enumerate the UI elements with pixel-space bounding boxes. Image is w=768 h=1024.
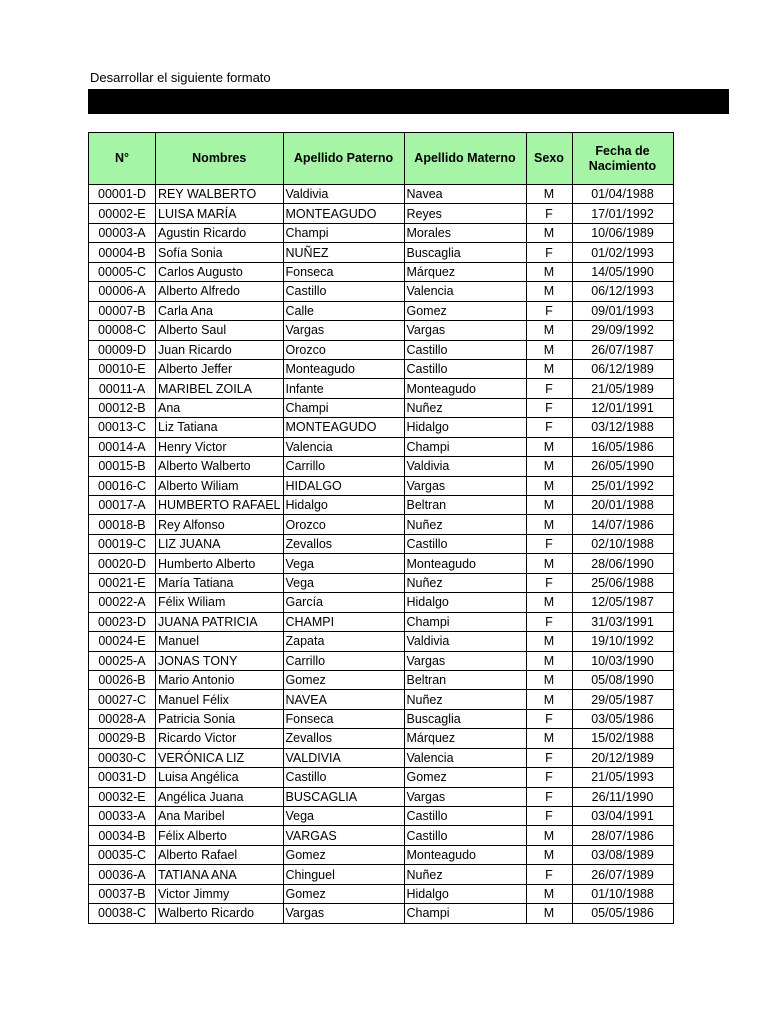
cell-apellido-materno: Vargas <box>404 651 526 670</box>
table-row <box>89 573 674 592</box>
cell-numero: 00036-A <box>89 865 156 884</box>
table-row <box>89 204 674 223</box>
cell-nombres: Manuel <box>156 632 284 651</box>
cell-nombres: Humberto Alberto <box>156 554 284 573</box>
cell-numero: 00023-D <box>89 612 156 631</box>
cell-sexo: M <box>526 262 572 281</box>
cell-fecha-nacimiento: 05/08/1990 <box>572 670 673 689</box>
cell-sexo: M <box>526 826 572 845</box>
table-row <box>89 593 674 612</box>
cell-numero: 00009-D <box>89 340 156 359</box>
cell-apellido-materno: Castillo <box>404 534 526 553</box>
cell-sexo: M <box>526 904 572 923</box>
cell-apellido-materno: Márquez <box>404 729 526 748</box>
cell-fecha-nacimiento: 14/05/1990 <box>572 262 673 281</box>
cell-apellido-paterno: García <box>283 593 404 612</box>
cell-fecha-nacimiento: 21/05/1993 <box>572 768 673 787</box>
cell-apellido-paterno: Champi <box>283 223 404 242</box>
cell-fecha-nacimiento: 06/12/1993 <box>572 282 673 301</box>
cell-numero: 00006-A <box>89 282 156 301</box>
cell-apellido-materno: Buscaglia <box>404 709 526 728</box>
cell-numero: 00022-A <box>89 593 156 612</box>
cell-apellido-paterno: Vega <box>283 573 404 592</box>
cell-nombres: Walberto Ricardo <box>156 904 284 923</box>
cell-sexo: M <box>526 437 572 456</box>
cell-numero: 00019-C <box>89 534 156 553</box>
cell-sexo: F <box>526 865 572 884</box>
cell-numero: 00004-B <box>89 243 156 262</box>
cell-fecha-nacimiento: 16/05/1986 <box>572 437 673 456</box>
col-header-nombres: Nombres <box>156 133 284 185</box>
cell-numero: 00035-C <box>89 845 156 864</box>
cell-fecha-nacimiento: 10/06/1989 <box>572 223 673 242</box>
cell-nombres: Ana <box>156 398 284 417</box>
cell-nombres: Ricardo Victor <box>156 729 284 748</box>
cell-fecha-nacimiento: 28/06/1990 <box>572 554 673 573</box>
cell-apellido-paterno: MONTEAGUDO <box>283 204 404 223</box>
cell-numero: 00026-B <box>89 670 156 689</box>
cell-nombres: Alberto Wiliam <box>156 476 284 495</box>
cell-fecha-nacimiento: 19/10/1992 <box>572 632 673 651</box>
cell-nombres: VERÓNICA LIZ <box>156 748 284 767</box>
cell-apellido-paterno: Carrillo <box>283 651 404 670</box>
table-row <box>89 223 674 242</box>
cell-apellido-materno: Castillo <box>404 359 526 378</box>
table-row <box>89 301 674 320</box>
cell-numero: 00015-B <box>89 457 156 476</box>
table-row <box>89 904 674 923</box>
cell-numero: 00037-B <box>89 884 156 903</box>
cell-apellido-materno: Monteagudo <box>404 554 526 573</box>
cell-apellido-paterno: Zevallos <box>283 729 404 748</box>
cell-numero: 00010-E <box>89 359 156 378</box>
cell-apellido-materno: Beltran <box>404 496 526 515</box>
cell-nombres: Luisa Angélica <box>156 768 284 787</box>
cell-apellido-materno: Márquez <box>404 262 526 281</box>
table-body <box>89 185 674 924</box>
cell-nombres: Alberto Rafael <box>156 845 284 864</box>
cell-numero: 00021-E <box>89 573 156 592</box>
table-row <box>89 729 674 748</box>
table-row <box>89 651 674 670</box>
table-row <box>89 476 674 495</box>
cell-numero: 00007-B <box>89 301 156 320</box>
cell-apellido-materno: Castillo <box>404 340 526 359</box>
cell-fecha-nacimiento: 29/05/1987 <box>572 690 673 709</box>
cell-numero: 00003-A <box>89 223 156 242</box>
cell-apellido-materno: Reyes <box>404 204 526 223</box>
col-header-fecha-nacimiento: Fecha de Nacimiento <box>572 133 673 185</box>
table-row <box>89 457 674 476</box>
table-row <box>89 865 674 884</box>
cell-fecha-nacimiento: 05/05/1986 <box>572 904 673 923</box>
table-row <box>89 826 674 845</box>
cell-nombres: Félix Alberto <box>156 826 284 845</box>
cell-numero: 00033-A <box>89 807 156 826</box>
cell-nombres: Angélica Juana <box>156 787 284 806</box>
header-row <box>89 133 674 185</box>
table-row <box>89 398 674 417</box>
cell-apellido-paterno: Valdivia <box>283 185 404 204</box>
table-row <box>89 282 674 301</box>
cell-nombres: JUANA PATRICIA <box>156 612 284 631</box>
cell-apellido-paterno: Zapata <box>283 632 404 651</box>
cell-apellido-paterno: NUÑEZ <box>283 243 404 262</box>
cell-sexo: M <box>526 651 572 670</box>
cell-sexo: M <box>526 729 572 748</box>
cell-apellido-materno: Valdivia <box>404 632 526 651</box>
cell-numero: 00013-C <box>89 418 156 437</box>
cell-sexo: F <box>526 534 572 553</box>
cell-fecha-nacimiento: 03/12/1988 <box>572 418 673 437</box>
cell-fecha-nacimiento: 09/01/1993 <box>572 301 673 320</box>
cell-apellido-paterno: Fonseca <box>283 262 404 281</box>
table-row <box>89 534 674 553</box>
cell-apellido-materno: Vargas <box>404 476 526 495</box>
cell-apellido-paterno: Vega <box>283 554 404 573</box>
cell-apellido-materno: Valdivia <box>404 457 526 476</box>
cell-fecha-nacimiento: 25/01/1992 <box>572 476 673 495</box>
col-header-sexo: Sexo <box>526 133 572 185</box>
cell-apellido-paterno: Vargas <box>283 904 404 923</box>
cell-apellido-materno: Monteagudo <box>404 845 526 864</box>
cell-nombres: Henry Victor <box>156 437 284 456</box>
cell-sexo: F <box>526 748 572 767</box>
cell-apellido-paterno: Vargas <box>283 321 404 340</box>
cell-nombres: Carla Ana <box>156 301 284 320</box>
cell-fecha-nacimiento: 14/07/1986 <box>572 515 673 534</box>
cell-sexo: M <box>526 515 572 534</box>
cell-numero: 00029-B <box>89 729 156 748</box>
table-row <box>89 554 674 573</box>
cell-fecha-nacimiento: 28/07/1986 <box>572 826 673 845</box>
intro-text: Desarrollar el siguiente formato <box>90 70 271 85</box>
cell-sexo: M <box>526 496 572 515</box>
table-row <box>89 807 674 826</box>
cell-sexo: F <box>526 807 572 826</box>
cell-apellido-materno: Nuñez <box>404 515 526 534</box>
cell-apellido-paterno: CHAMPI <box>283 612 404 631</box>
table-row <box>89 340 674 359</box>
table-row <box>89 612 674 631</box>
table-row <box>89 359 674 378</box>
cell-fecha-nacimiento: 21/05/1989 <box>572 379 673 398</box>
cell-nombres: Agustin Ricardo <box>156 223 284 242</box>
cell-apellido-materno: Valencia <box>404 748 526 767</box>
cell-apellido-materno: Valencia <box>404 282 526 301</box>
col-header-apellido-materno: Apellido Materno <box>404 133 526 185</box>
cell-apellido-paterno: Hidalgo <box>283 496 404 515</box>
cell-nombres: María Tatiana <box>156 573 284 592</box>
cell-sexo: F <box>526 379 572 398</box>
cell-fecha-nacimiento: 25/06/1988 <box>572 573 673 592</box>
cell-nombres: Rey Alfonso <box>156 515 284 534</box>
cell-apellido-paterno: Valencia <box>283 437 404 456</box>
cell-fecha-nacimiento: 01/04/1988 <box>572 185 673 204</box>
cell-apellido-materno: Morales <box>404 223 526 242</box>
cell-apellido-paterno: Orozco <box>283 340 404 359</box>
cell-numero: 00031-D <box>89 768 156 787</box>
cell-nombres: Félix Wiliam <box>156 593 284 612</box>
cell-numero: 00024-E <box>89 632 156 651</box>
cell-nombres: Carlos Augusto <box>156 262 284 281</box>
cell-numero: 00034-B <box>89 826 156 845</box>
cell-apellido-paterno: Orozco <box>283 515 404 534</box>
table-row <box>89 418 674 437</box>
cell-sexo: M <box>526 632 572 651</box>
cell-apellido-materno: Nuñez <box>404 398 526 417</box>
table-row <box>89 768 674 787</box>
cell-fecha-nacimiento: 20/12/1989 <box>572 748 673 767</box>
cell-fecha-nacimiento: 10/03/1990 <box>572 651 673 670</box>
cell-apellido-materno: Castillo <box>404 807 526 826</box>
cell-sexo: F <box>526 243 572 262</box>
table-row <box>89 496 674 515</box>
cell-apellido-paterno: Vega <box>283 807 404 826</box>
cell-fecha-nacimiento: 01/02/1993 <box>572 243 673 262</box>
cell-fecha-nacimiento: 06/12/1989 <box>572 359 673 378</box>
cell-numero: 00020-D <box>89 554 156 573</box>
cell-sexo: M <box>526 670 572 689</box>
cell-apellido-paterno: Castillo <box>283 768 404 787</box>
cell-numero: 00025-A <box>89 651 156 670</box>
cell-sexo: F <box>526 787 572 806</box>
cell-numero: 00012-B <box>89 398 156 417</box>
cell-apellido-materno: Nuñez <box>404 690 526 709</box>
cell-nombres: HUMBERTO RAFAEL <box>156 496 284 515</box>
cell-apellido-paterno: BUSCAGLIA <box>283 787 404 806</box>
cell-sexo: M <box>526 690 572 709</box>
cell-sexo: M <box>526 476 572 495</box>
cell-fecha-nacimiento: 03/05/1986 <box>572 709 673 728</box>
cell-nombres: LIZ JUANA <box>156 534 284 553</box>
cell-sexo: M <box>526 554 572 573</box>
cell-sexo: F <box>526 612 572 631</box>
cell-fecha-nacimiento: 26/05/1990 <box>572 457 673 476</box>
cell-sexo: F <box>526 204 572 223</box>
cell-apellido-materno: Monteagudo <box>404 379 526 398</box>
cell-fecha-nacimiento: 31/03/1991 <box>572 612 673 631</box>
title-bar <box>88 89 729 114</box>
cell-numero: 00028-A <box>89 709 156 728</box>
cell-apellido-materno: Beltran <box>404 670 526 689</box>
cell-numero: 00017-A <box>89 496 156 515</box>
cell-fecha-nacimiento: 12/01/1991 <box>572 398 673 417</box>
col-header-numero: N° <box>89 133 156 185</box>
cell-sexo: F <box>526 768 572 787</box>
cell-nombres: MARIBEL ZOILA <box>156 379 284 398</box>
cell-apellido-paterno: Monteagudo <box>283 359 404 378</box>
cell-sexo: M <box>526 884 572 903</box>
cell-sexo: M <box>526 340 572 359</box>
cell-apellido-materno: Vargas <box>404 787 526 806</box>
table-row <box>89 262 674 281</box>
cell-apellido-materno: Champi <box>404 612 526 631</box>
cell-apellido-materno: Buscaglia <box>404 243 526 262</box>
cell-fecha-nacimiento: 26/11/1990 <box>572 787 673 806</box>
cell-apellido-paterno: Gomez <box>283 670 404 689</box>
cell-sexo: M <box>526 593 572 612</box>
table-row <box>89 845 674 864</box>
cell-sexo: F <box>526 573 572 592</box>
cell-apellido-materno: Hidalgo <box>404 593 526 612</box>
cell-apellido-paterno: MONTEAGUDO <box>283 418 404 437</box>
cell-fecha-nacimiento: 15/02/1988 <box>572 729 673 748</box>
cell-apellido-paterno: Gomez <box>283 845 404 864</box>
cell-fecha-nacimiento: 01/10/1988 <box>572 884 673 903</box>
cell-nombres: Sofía Sonia <box>156 243 284 262</box>
cell-apellido-materno: Champi <box>404 437 526 456</box>
table-row <box>89 437 674 456</box>
cell-sexo: M <box>526 282 572 301</box>
col-header-apellido-paterno: Apellido Paterno <box>283 133 404 185</box>
cell-nombres: Alberto Alfredo <box>156 282 284 301</box>
cell-nombres: Alberto Saul <box>156 321 284 340</box>
table-row <box>89 787 674 806</box>
cell-apellido-paterno: VALDIVIA <box>283 748 404 767</box>
table-row <box>89 690 674 709</box>
cell-nombres: Mario Antonio <box>156 670 284 689</box>
cell-apellido-materno: Nuñez <box>404 865 526 884</box>
cell-numero: 00002-E <box>89 204 156 223</box>
cell-apellido-paterno: Zevallos <box>283 534 404 553</box>
table-row <box>89 709 674 728</box>
cell-sexo: M <box>526 457 572 476</box>
table-row <box>89 515 674 534</box>
cell-nombres: Alberto Walberto <box>156 457 284 476</box>
cell-nombres: Ana Maribel <box>156 807 284 826</box>
cell-apellido-paterno: Infante <box>283 379 404 398</box>
cell-apellido-materno: Nuñez <box>404 573 526 592</box>
cell-numero: 00014-A <box>89 437 156 456</box>
cell-nombres: Liz Tatiana <box>156 418 284 437</box>
cell-apellido-materno: Vargas <box>404 321 526 340</box>
table-row <box>89 379 674 398</box>
cell-apellido-materno: Navea <box>404 185 526 204</box>
cell-numero: 00027-C <box>89 690 156 709</box>
cell-nombres: TATIANA ANA <box>156 865 284 884</box>
cell-apellido-materno: Hidalgo <box>404 884 526 903</box>
cell-sexo: M <box>526 223 572 242</box>
cell-nombres: REY WALBERTO <box>156 185 284 204</box>
cell-numero: 00001-D <box>89 185 156 204</box>
cell-fecha-nacimiento: 17/01/1992 <box>572 204 673 223</box>
cell-numero: 00011-A <box>89 379 156 398</box>
table-row <box>89 185 674 204</box>
cell-apellido-materno: Gomez <box>404 301 526 320</box>
cell-numero: 00016-C <box>89 476 156 495</box>
cell-sexo: F <box>526 301 572 320</box>
cell-apellido-paterno: Gomez <box>283 884 404 903</box>
cell-apellido-paterno: HIDALGO <box>283 476 404 495</box>
cell-fecha-nacimiento: 03/08/1989 <box>572 845 673 864</box>
cell-fecha-nacimiento: 29/09/1992 <box>572 321 673 340</box>
cell-numero: 00038-C <box>89 904 156 923</box>
cell-apellido-paterno: Champi <box>283 398 404 417</box>
cell-fecha-nacimiento: 20/01/1988 <box>572 496 673 515</box>
table-row <box>89 670 674 689</box>
cell-fecha-nacimiento: 26/07/1987 <box>572 340 673 359</box>
cell-apellido-materno: Castillo <box>404 826 526 845</box>
cell-apellido-paterno: NAVEA <box>283 690 404 709</box>
cell-numero: 00030-C <box>89 748 156 767</box>
cell-apellido-materno: Gomez <box>404 768 526 787</box>
cell-nombres: JONAS TONY <box>156 651 284 670</box>
cell-apellido-materno: Hidalgo <box>404 418 526 437</box>
cell-nombres: Manuel Félix <box>156 690 284 709</box>
table-row <box>89 884 674 903</box>
cell-nombres: Juan Ricardo <box>156 340 284 359</box>
cell-numero: 00005-C <box>89 262 156 281</box>
table-row <box>89 632 674 651</box>
cell-apellido-paterno: Calle <box>283 301 404 320</box>
cell-apellido-paterno: Carrillo <box>283 457 404 476</box>
cell-sexo: F <box>526 398 572 417</box>
table-row <box>89 243 674 262</box>
cell-nombres: Patricia Sonia <box>156 709 284 728</box>
cell-fecha-nacimiento: 12/05/1987 <box>572 593 673 612</box>
cell-numero: 00018-B <box>89 515 156 534</box>
student-table <box>88 132 674 924</box>
cell-apellido-paterno: Castillo <box>283 282 404 301</box>
cell-sexo: M <box>526 845 572 864</box>
cell-numero: 00032-E <box>89 787 156 806</box>
cell-nombres: LUISA MARÍA <box>156 204 284 223</box>
cell-apellido-paterno: Fonseca <box>283 709 404 728</box>
cell-fecha-nacimiento: 26/07/1989 <box>572 865 673 884</box>
cell-sexo: M <box>526 321 572 340</box>
cell-numero: 00008-C <box>89 321 156 340</box>
table-row <box>89 321 674 340</box>
table-row <box>89 748 674 767</box>
cell-fecha-nacimiento: 02/10/1988 <box>572 534 673 553</box>
cell-apellido-paterno: VARGAS <box>283 826 404 845</box>
cell-nombres: Victor Jimmy <box>156 884 284 903</box>
cell-nombres: Alberto Jeffer <box>156 359 284 378</box>
cell-sexo: M <box>526 359 572 378</box>
cell-fecha-nacimiento: 03/04/1991 <box>572 807 673 826</box>
cell-apellido-paterno: Chinguel <box>283 865 404 884</box>
cell-sexo: F <box>526 418 572 437</box>
cell-apellido-materno: Champi <box>404 904 526 923</box>
cell-sexo: M <box>526 185 572 204</box>
cell-sexo: F <box>526 709 572 728</box>
